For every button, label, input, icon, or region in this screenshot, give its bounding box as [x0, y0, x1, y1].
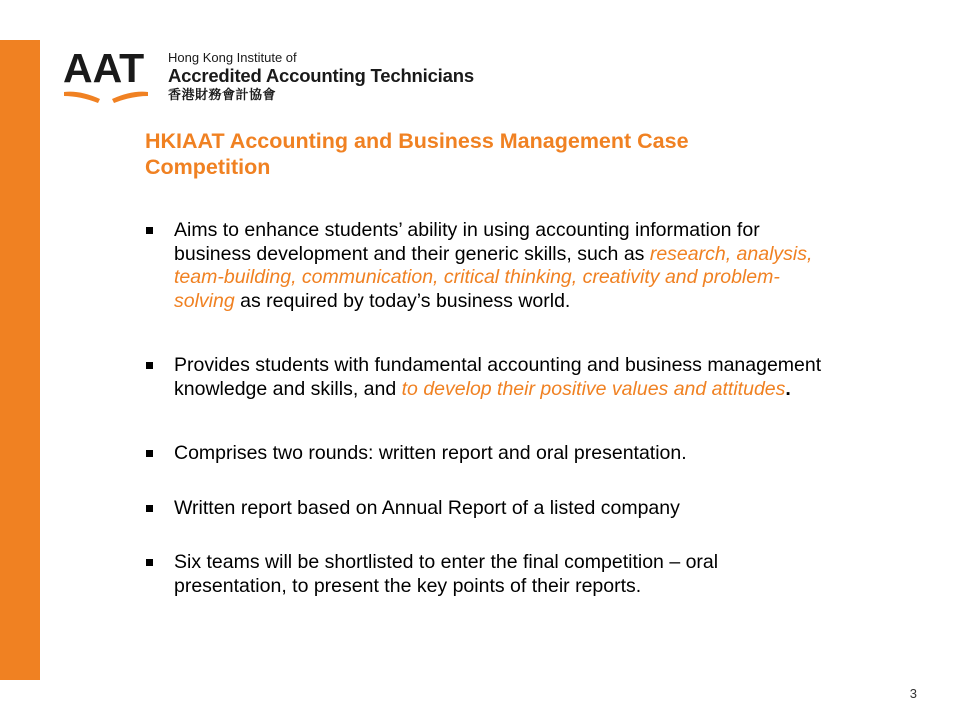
logo-text: [168, 50, 474, 103]
spacer: [145, 401, 835, 442]
square-bullet-icon: [146, 227, 153, 234]
bullet-text: Provides students with fundamental accounting and business management knowledge and skills, and: [174, 354, 822, 400]
bullet-highlight: research, analysis, team-building, communication, critical thinking, creativity and problem-solving: [174, 242, 813, 312]
bullet-text: .: [785, 377, 791, 400]
logo-line-3: 香港財務會計協會: [168, 87, 277, 102]
logo-line-2: Accredited Accounting Technicians: [168, 65, 474, 86]
spacer: [145, 466, 835, 497]
bullet-text: Written report based on Annual Report of a listed company: [174, 496, 680, 519]
logo-line-1: Hong Kong Institute of: [168, 50, 297, 65]
square-bullet-icon: [146, 450, 153, 457]
bullet-highlight: to develop their positive values and attitudes: [401, 377, 786, 400]
bullet-text: as required by today’s business world.: [234, 289, 571, 312]
spacer: [145, 313, 835, 354]
bullet-item: [145, 551, 835, 598]
logo-mark-text: AAT: [63, 46, 145, 91]
aat-logo: [62, 46, 474, 108]
left-accent-bar: [0, 40, 40, 680]
square-bullet-icon: [146, 559, 153, 566]
slide-title: [145, 128, 885, 180]
square-bullet-icon: [146, 362, 153, 369]
bullet-text: Six teams will be shortlisted to enter the final competition – oral presentation, to present the key points of their reports.: [174, 551, 719, 597]
slide-title-line-2: Competition: [145, 155, 271, 179]
bullet-list: [145, 219, 835, 598]
bullet-item: [145, 219, 835, 313]
bullet-text: Comprises two rounds: written report and oral presentation.: [174, 442, 687, 464]
bullet-item: [145, 442, 835, 466]
slide-title-line-1: HKIAAT Accounting and Business Management Case: [145, 129, 689, 153]
bullet-item: [145, 497, 835, 521]
bullet-item: [145, 354, 835, 401]
square-bullet-icon: [146, 505, 153, 512]
bullet-text: Aims to enhance students’ ability in using accounting information for business development and their generic skills, such as: [174, 219, 760, 265]
page-number: 3: [909, 686, 917, 701]
aat-logo-mark: [62, 46, 150, 106]
spacer: [145, 520, 835, 551]
